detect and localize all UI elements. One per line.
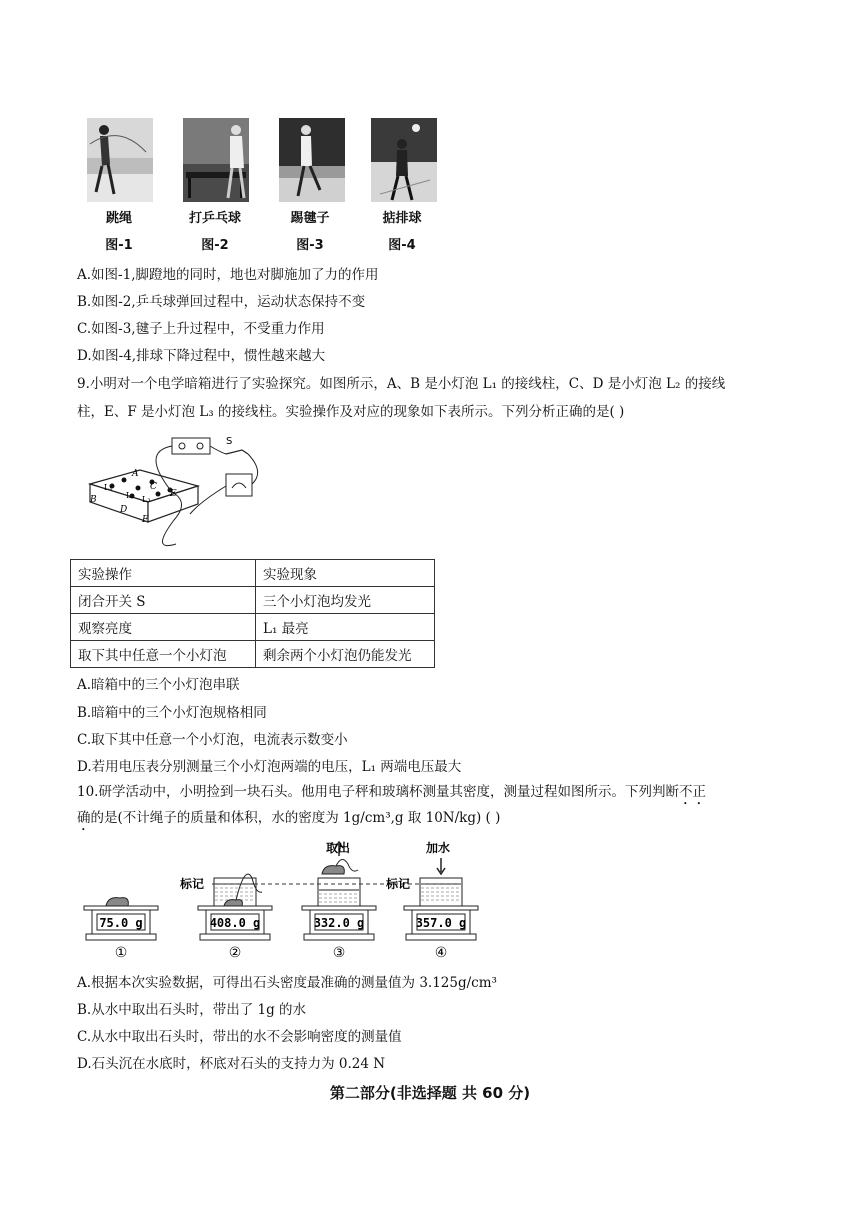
scale-measurement-figure (80, 834, 500, 966)
q10-option-b: B.从水中取出石头时，带出了 1g 的水 (77, 1002, 307, 1018)
figure-caption-label: 图-4 (388, 238, 416, 253)
q10-option-a: A.根据本次实验数据，可得出石头密度最准确的测量值为 3.125g/cm³ (77, 975, 497, 991)
scale-2 (198, 874, 272, 961)
figure-caption-name: 打乒乓球 (188, 211, 241, 226)
q9-option-c: C.取下其中任意一个小灯泡，电流表示数变小 (77, 732, 348, 748)
table-cell: L₁ 最亮 (256, 614, 435, 641)
terminal-e-label: E (170, 489, 177, 499)
table-row (71, 587, 435, 614)
scale-1-number: ① (114, 945, 128, 961)
scale-1 (84, 898, 158, 961)
mark-label-right: 标记 (386, 877, 411, 891)
terminal-a-label: A (132, 469, 139, 479)
q9-option-b: B.暗箱中的三个小灯泡规格相同 (77, 705, 267, 721)
table-row (71, 614, 435, 641)
section-title: 第二部分(非选择题 共 60 分) (329, 1084, 531, 1102)
mark-label-left: 标记 (180, 877, 205, 891)
figure-caption-label: 图-1 (105, 238, 133, 253)
q10-stem-line1 (77, 782, 706, 808)
table-cell: 剩余两个小灯泡仍能发光 (256, 641, 435, 668)
table-cell: 观察亮度 (71, 614, 256, 641)
scale-2-number: ② (228, 945, 242, 961)
scale-4-number: ④ (434, 945, 448, 961)
q10-emphasis-text: 不正 (678, 784, 706, 800)
table-cell: 闭合开关 S (71, 587, 256, 614)
table-row (71, 641, 435, 668)
q10-option-d: D.石头沉在水底时，杯底对石头的支持力为 0.24 N (77, 1056, 386, 1072)
table-cell: 三个小灯泡均发光 (256, 587, 435, 614)
experiment-table (70, 559, 435, 668)
dark-box-circuit-figure (80, 432, 280, 554)
q9-stem-line2: 柱，E、F 是小灯泡 L₃ 的接线柱。实验操作及对应的现象如下表所示。下列分析正确的是( ) (77, 404, 625, 420)
add-water-label: 加水 (426, 841, 451, 855)
terminal-c-label: C (150, 482, 157, 492)
terminal-f-label: F (142, 515, 149, 525)
scale-1-reading: 75.0 g (99, 916, 143, 930)
scale-3-number: ③ (332, 945, 346, 961)
q10-stem-line2 (77, 808, 500, 834)
q9-stem-line1: 9.小明对一个电学暗箱进行了实验探究。如图所示，A、B 是小灯泡 L₁ 的接线柱，C、D 是小灯泡 L₂ 的接线 (77, 376, 726, 392)
q8-option-d: D.如图-4,排球下降过程中，惯性越来越大 (77, 348, 326, 364)
figure-caption-name: 踢毽子 (290, 211, 330, 226)
terminal-b-label: B (90, 495, 97, 505)
take-out-label: 取出 (326, 841, 351, 855)
sports-photo-figures (80, 114, 450, 254)
scale-2-reading: 408.0 g (209, 916, 261, 930)
bulb-l3-label: L₃ (142, 495, 151, 504)
q9-option-d: D.若用电压表分别测量三个小灯泡两端的电压，L₁ 两端电压最大 (77, 759, 462, 775)
q8-option-c: C.如图-3,毽子上升过程中，不受重力作用 (77, 321, 325, 337)
figure-caption-label: 图-2 (201, 238, 229, 253)
figure-caption-name: 跳绳 (105, 211, 132, 226)
q8-option-a: A.如图-1,脚蹬地的同时，地也对脚施加了力的作用 (77, 267, 379, 283)
q8-option-b: B.如图-2,乒乓球弹回过程中，运动状态保持不变 (77, 294, 366, 310)
q10-stem-text: 的是(不计绳子的质量和体积，水的密度为 1g/cm³,g 取 10N/kg) ( ) (90, 810, 501, 826)
table-cell: 实验现象 (256, 560, 435, 587)
scale-3 (302, 842, 376, 961)
photo-table-tennis (183, 118, 249, 202)
table-cell: 取下其中任意一个小灯泡 (71, 641, 256, 668)
table-row (71, 560, 435, 587)
q10-emphasis-text: 确 (77, 810, 91, 826)
q10-stem-text: 10.研学活动中，小明捡到一块石头。他用电子秤和玻璃杯测量其密度，测量过程如图所示。下列判断 (77, 784, 679, 800)
photo-jump-rope (87, 118, 153, 202)
terminal-d-label: D (120, 505, 128, 515)
switch-label: S (226, 436, 233, 447)
photo-shuttlecock (279, 118, 345, 202)
scale-4 (404, 858, 478, 961)
scale-4-reading: 357.0 g (415, 916, 467, 930)
scale-3-reading: 332.0 g (313, 916, 365, 930)
q9-option-a: A.暗箱中的三个小灯泡串联 (77, 677, 240, 693)
bulb-l2-label: L₂ (126, 491, 135, 500)
q10-option-c: C.从水中取出石头时，带出的水不会影响密度的测量值 (77, 1029, 402, 1045)
table-cell: 实验操作 (71, 560, 256, 587)
bulb-l1-label: L₁ (104, 483, 113, 492)
photo-volleyball (371, 118, 437, 202)
figure-caption-label: 图-3 (296, 238, 324, 253)
figure-caption-name: 掂排球 (382, 211, 422, 226)
